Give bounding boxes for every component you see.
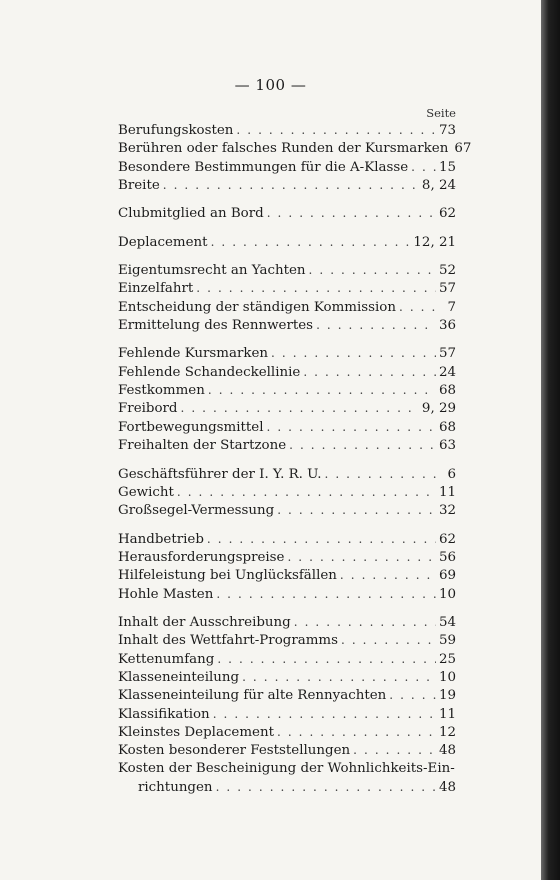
dot-leader <box>294 613 436 631</box>
index-term: Inhalt des Wettfahrt-Programms <box>118 633 338 649</box>
index-page-ref: 68 <box>438 419 456 435</box>
dot-leader <box>353 741 436 759</box>
index-page-ref: 25 <box>438 651 456 667</box>
index-term: Berufungskosten <box>118 123 234 138</box>
index-entry <box>118 760 456 778</box>
index-term: Clubmitglied an Bord <box>118 206 264 222</box>
index-entry <box>118 204 456 222</box>
index-entry <box>118 279 456 297</box>
index-page-ref: 11 <box>438 706 456 722</box>
dot-leader <box>217 650 436 668</box>
index-entry <box>118 650 456 668</box>
dot-leader <box>216 585 436 603</box>
dot-leader <box>267 418 436 436</box>
index-page-ref: 57 <box>438 281 456 297</box>
index-page-ref: 62 <box>438 206 456 222</box>
index-page-ref: 6 <box>447 466 456 482</box>
index-term: Berühren oder falsches Runden der Kursmarken <box>118 141 449 157</box>
dot-leader <box>211 233 411 251</box>
index-page-ref: 57 <box>438 346 456 362</box>
index-term: Klasseneinteilung <box>118 669 240 685</box>
dot-leader <box>277 501 436 519</box>
index-term: Kettenumfang <box>118 651 215 667</box>
dot-leader <box>277 723 436 741</box>
index-entry <box>118 778 456 796</box>
index-term: Fehlende Kursmarken <box>118 346 269 362</box>
dot-leader <box>196 279 436 297</box>
index-entry <box>118 121 456 139</box>
index-page-ref: 12 <box>438 724 456 740</box>
dot-leader <box>177 483 436 501</box>
index-page-ref: 10 <box>438 586 456 602</box>
page-number: — 100 — <box>234 76 307 94</box>
index-entry <box>118 483 456 501</box>
index-entry <box>118 261 456 279</box>
index-section <box>118 233 456 251</box>
index-entry <box>118 316 456 334</box>
index-term: richtungen <box>138 780 213 795</box>
index-page-ref: 69 <box>438 568 456 584</box>
index-entry <box>118 668 456 686</box>
index-section <box>118 465 456 520</box>
index-page-ref: 52 <box>438 263 456 279</box>
index-entry <box>118 381 456 399</box>
index-term: Breite <box>118 178 160 194</box>
index-page-ref: 63 <box>438 438 456 454</box>
index-term: Festkommen <box>118 383 205 399</box>
index-entry <box>118 613 456 631</box>
index-term: Gewicht <box>118 484 174 500</box>
index-page-ref: 73 <box>438 123 456 138</box>
index-entry <box>118 344 456 362</box>
index-term: Hohle Masten <box>118 586 214 602</box>
dot-leader <box>325 465 440 483</box>
index-page-ref: 8, 24 <box>421 178 456 194</box>
dot-leader <box>316 316 436 334</box>
dot-leader <box>309 261 436 279</box>
dot-leader <box>267 204 436 222</box>
index-term: Großsegel-Vermessung <box>118 503 275 519</box>
index-entry <box>118 363 456 381</box>
index-term: Geschäftsführer der I. Y. R. U. <box>118 466 322 482</box>
index-page-ref: 68 <box>438 383 456 399</box>
index-term: Freibord <box>118 401 178 417</box>
dot-leader <box>242 668 436 686</box>
index-term: Herausforderungspreise <box>118 549 285 565</box>
page-column-heading: Seite <box>426 106 456 120</box>
index-entry <box>118 501 456 519</box>
index-section <box>118 344 456 454</box>
index-entry <box>118 139 472 157</box>
index-entry <box>118 176 456 194</box>
index-term: Deplacement <box>118 234 208 250</box>
index-term: Klasseneinteilung für alte Rennyachten <box>118 688 387 704</box>
index-term: Kosten besonderer Feststellungen <box>118 743 351 759</box>
index-section <box>118 613 456 796</box>
index-term: Handbetrieb <box>118 531 204 547</box>
index-page-ref: 12, 21 <box>413 234 456 250</box>
index-entry <box>118 585 456 603</box>
dot-leader <box>399 298 439 316</box>
index-page-ref: 62 <box>438 531 456 547</box>
index-entry <box>118 436 456 454</box>
index-page-ref: 11 <box>438 484 456 500</box>
index-term: Fortbewegungsmittel <box>118 419 264 435</box>
index-page-ref: 24 <box>438 364 456 380</box>
index-list <box>118 121 472 806</box>
dot-leader <box>236 121 436 139</box>
index-term: Kosten der Bescheinigung der Wohnlichkeits-Ein- <box>118 760 455 776</box>
index-entry <box>118 686 456 704</box>
index-page-ref: 59 <box>438 633 456 649</box>
index-page-ref: 67 <box>454 141 472 157</box>
index-page-ref: 48 <box>438 780 456 795</box>
dot-leader <box>303 363 436 381</box>
index-term: Klassifikation <box>118 706 210 722</box>
dot-leader <box>341 631 436 649</box>
index-page-ref: 7 <box>447 299 456 315</box>
scan-edge <box>541 0 560 880</box>
index-term: Kleinstes Deplacement <box>118 724 274 740</box>
index-term: Entscheidung der ständigen Kommission <box>118 299 396 315</box>
index-term: Hilfeleistung bei Unglücksfällen <box>118 568 337 584</box>
index-entry <box>118 705 456 723</box>
dot-leader <box>271 344 436 362</box>
index-section <box>118 121 472 194</box>
index-page-ref: 9, 29 <box>421 401 456 417</box>
index-page-ref: 15 <box>438 159 456 175</box>
index-page-ref: 54 <box>438 614 456 630</box>
dot-leader <box>340 566 436 584</box>
index-page-ref: 19 <box>438 688 456 704</box>
index-page-ref: 10 <box>438 669 456 685</box>
index-entry <box>118 548 456 566</box>
index-page-ref: 48 <box>438 743 456 759</box>
index-term: Fehlende Schandeckellinie <box>118 364 301 380</box>
index-page-ref: 36 <box>438 318 456 334</box>
index-section <box>118 530 456 603</box>
dot-leader <box>289 436 436 454</box>
index-entry <box>118 530 456 548</box>
dot-leader <box>287 548 435 566</box>
index-page-ref: 32 <box>438 503 456 519</box>
index-page-ref: 56 <box>438 549 456 565</box>
dot-leader <box>411 158 436 176</box>
dot-leader <box>163 176 419 194</box>
dot-leader <box>181 399 419 417</box>
index-entry <box>118 399 456 417</box>
index-entry <box>118 233 456 251</box>
index-entry <box>118 631 456 649</box>
index-entry <box>118 298 456 316</box>
index-entry <box>118 741 456 759</box>
dot-leader <box>213 705 436 723</box>
index-term: Einzelfahrt <box>118 281 194 297</box>
index-entry <box>118 723 456 741</box>
index-entry <box>118 158 456 176</box>
index-entry <box>118 418 456 436</box>
index-term: Ermittelung des Rennwertes <box>118 318 314 334</box>
index-term: Eigentumsrecht an Yachten <box>118 263 306 279</box>
index-term: Inhalt der Ausschreibung <box>118 614 291 630</box>
index-entry <box>118 566 456 584</box>
dot-leader <box>208 381 436 399</box>
index-term: Freihalten der Startzone <box>118 438 287 454</box>
index-term: Besondere Bestimmungen für die A-Klasse <box>118 159 409 175</box>
index-entry <box>118 465 456 483</box>
index-section <box>118 204 456 222</box>
dot-leader <box>207 530 436 548</box>
dot-leader <box>216 778 436 796</box>
dot-leader <box>389 686 436 704</box>
index-section <box>118 261 456 334</box>
